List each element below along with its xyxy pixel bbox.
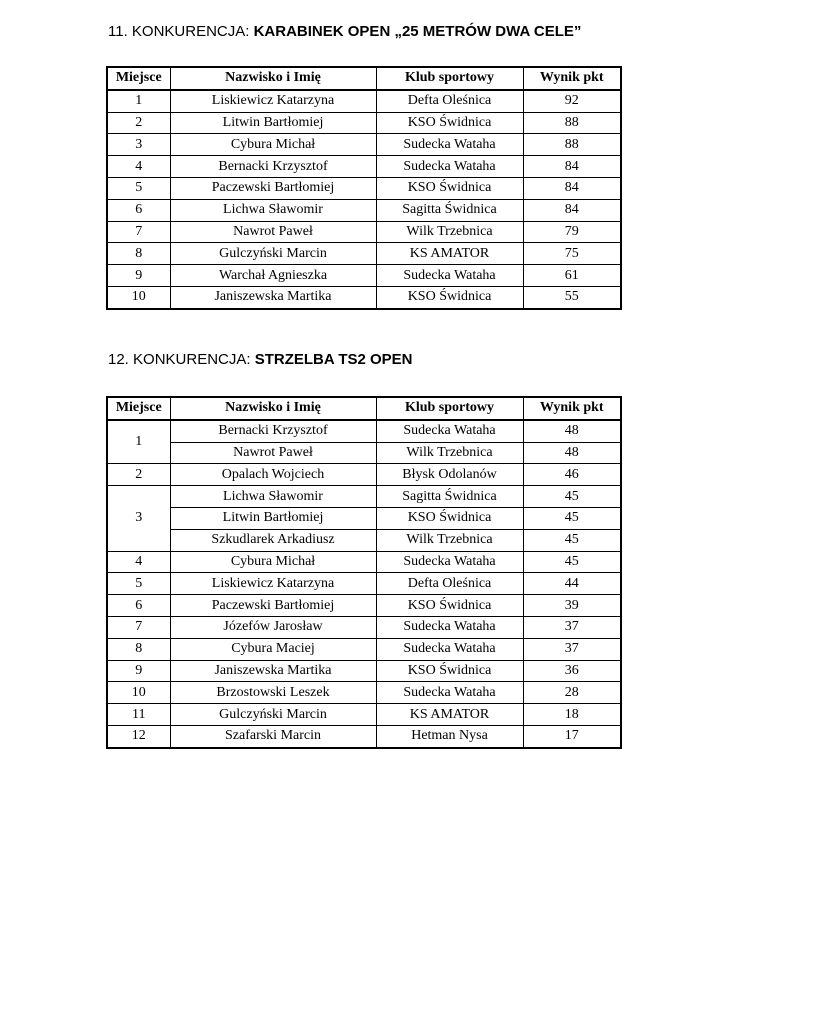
name-cell: Nawrot Paweł: [170, 221, 376, 243]
name-cell: Litwin Bartłomiej: [170, 112, 376, 134]
club-cell: KSO Świdnica: [376, 507, 523, 529]
club-cell: Sudecka Wataha: [376, 616, 523, 638]
table-row: [107, 442, 621, 464]
place-cell: 12: [107, 725, 170, 747]
score-cell: 36: [523, 660, 621, 682]
results-table-body: [107, 90, 621, 309]
table-row: [107, 112, 621, 134]
club-cell: Wilk Trzebnica: [376, 221, 523, 243]
score-cell: 39: [523, 595, 621, 617]
name-cell: Lichwa Sławomir: [170, 199, 376, 221]
name-cell: Warchał Agnieszka: [170, 265, 376, 287]
score-cell: 37: [523, 638, 621, 660]
name-cell: Paczewski Bartłomiej: [170, 595, 376, 617]
name-cell: Bernacki Krzysztof: [170, 420, 376, 442]
score-cell: 48: [523, 442, 621, 464]
table-row: [107, 243, 621, 265]
table-row: [107, 156, 621, 178]
score-cell: 18: [523, 704, 621, 726]
place-cell: 7: [107, 616, 170, 638]
score-cell: 84: [523, 177, 621, 199]
column-header-place: Miejsce: [107, 397, 170, 420]
table-row: [107, 704, 621, 726]
place-cell: 2: [107, 112, 170, 134]
place-cell: 11: [107, 704, 170, 726]
name-cell: Janiszewska Martika: [170, 660, 376, 682]
club-cell: Sudecka Wataha: [376, 156, 523, 178]
table-row: [107, 486, 621, 508]
score-cell: 45: [523, 551, 621, 573]
club-cell: Hetman Nysa: [376, 725, 523, 747]
score-cell: 88: [523, 134, 621, 156]
score-cell: 92: [523, 90, 621, 112]
name-cell: Józefów Jarosław: [170, 616, 376, 638]
place-cell: 9: [107, 660, 170, 682]
score-cell: 61: [523, 265, 621, 287]
place-cell: 5: [107, 573, 170, 595]
place-cell: 9: [107, 265, 170, 287]
column-header-score: Wynik pkt: [523, 397, 621, 420]
place-cell: 6: [107, 199, 170, 221]
name-cell: Cybura Michał: [170, 551, 376, 573]
table-row: [107, 573, 621, 595]
table-row: [107, 90, 621, 112]
section-number-label: 11. KONKURENCJA:: [108, 23, 254, 40]
section-heading-12: [108, 351, 413, 368]
table-row: [107, 616, 621, 638]
name-cell: Nawrot Paweł: [170, 442, 376, 464]
column-header-place: Miejsce: [107, 67, 170, 90]
table-row: [107, 286, 621, 308]
club-cell: KS AMATOR: [376, 704, 523, 726]
club-cell: KSO Świdnica: [376, 595, 523, 617]
table-header-row: [107, 67, 621, 90]
column-header-club: Klub sportowy: [376, 397, 523, 420]
table-row: [107, 725, 621, 747]
club-cell: Defta Oleśnica: [376, 90, 523, 112]
score-cell: 45: [523, 486, 621, 508]
score-cell: 48: [523, 420, 621, 442]
name-cell: Cybura Maciej: [170, 638, 376, 660]
place-cell: 10: [107, 286, 170, 308]
section-title: STRZELBA TS2 OPEN: [254, 351, 413, 368]
column-header-score: Wynik pkt: [523, 67, 621, 90]
name-cell: Cybura Michał: [170, 134, 376, 156]
club-cell: Sagitta Świdnica: [376, 199, 523, 221]
table-row: [107, 507, 621, 529]
table-header-row: [107, 397, 621, 420]
club-cell: KSO Świdnica: [376, 177, 523, 199]
name-cell: Gulczyński Marcin: [170, 243, 376, 265]
place-cell: 2: [107, 464, 170, 486]
column-header-name: Nazwisko i Imię: [170, 67, 376, 90]
score-cell: 37: [523, 616, 621, 638]
club-cell: KSO Świdnica: [376, 112, 523, 134]
name-cell: Opalach Wojciech: [170, 464, 376, 486]
table-row: [107, 134, 621, 156]
name-cell: Liskiewicz Katarzyna: [170, 90, 376, 112]
place-cell: 1: [107, 90, 170, 112]
place-cell: 7: [107, 221, 170, 243]
table-row: [107, 464, 621, 486]
name-cell: Liskiewicz Katarzyna: [170, 573, 376, 595]
club-cell: Wilk Trzebnica: [376, 442, 523, 464]
score-cell: 44: [523, 573, 621, 595]
club-cell: Sudecka Wataha: [376, 420, 523, 442]
column-header-name: Nazwisko i Imię: [170, 397, 376, 420]
column-header-club: Klub sportowy: [376, 67, 523, 90]
name-cell: Bernacki Krzysztof: [170, 156, 376, 178]
table-row: [107, 265, 621, 287]
club-cell: Sudecka Wataha: [376, 134, 523, 156]
place-cell: 3: [107, 486, 170, 551]
score-cell: 75: [523, 243, 621, 265]
section-number-label: 12. KONKURENCJA:: [108, 351, 255, 368]
table-row: [107, 221, 621, 243]
results-table-karabinek: [106, 66, 622, 310]
club-cell: Błysk Odolanów: [376, 464, 523, 486]
score-cell: 79: [523, 221, 621, 243]
club-cell: KSO Świdnica: [376, 660, 523, 682]
club-cell: Wilk Trzebnica: [376, 529, 523, 551]
place-cell: 4: [107, 551, 170, 573]
table-row: [107, 638, 621, 660]
table-row: [107, 660, 621, 682]
club-cell: Sudecka Wataha: [376, 265, 523, 287]
place-cell: 8: [107, 243, 170, 265]
name-cell: Lichwa Sławomir: [170, 486, 376, 508]
table-row: [107, 551, 621, 573]
score-cell: 84: [523, 156, 621, 178]
score-cell: 45: [523, 507, 621, 529]
score-cell: 17: [523, 725, 621, 747]
section-title: KARABINEK OPEN „25 METRÓW DWA CELE”: [253, 23, 582, 40]
name-cell: Szafarski Marcin: [170, 725, 376, 747]
name-cell: Gulczyński Marcin: [170, 704, 376, 726]
club-cell: KSO Świdnica: [376, 286, 523, 308]
section-heading-11: [108, 23, 581, 40]
place-cell: 8: [107, 638, 170, 660]
score-cell: 88: [523, 112, 621, 134]
name-cell: Szkudlarek Arkadiusz: [170, 529, 376, 551]
table-row: [107, 420, 621, 442]
club-cell: KS AMATOR: [376, 243, 523, 265]
club-cell: Sagitta Świdnica: [376, 486, 523, 508]
score-cell: 46: [523, 464, 621, 486]
club-cell: Sudecka Wataha: [376, 682, 523, 704]
place-cell: 10: [107, 682, 170, 704]
place-cell: 1: [107, 420, 170, 464]
results-table-body: [107, 420, 621, 748]
score-cell: 28: [523, 682, 621, 704]
place-cell: 3: [107, 134, 170, 156]
club-cell: Sudecka Wataha: [376, 551, 523, 573]
name-cell: Janiszewska Martika: [170, 286, 376, 308]
name-cell: Litwin Bartłomiej: [170, 507, 376, 529]
score-cell: 84: [523, 199, 621, 221]
table-row: [107, 199, 621, 221]
table-row: [107, 529, 621, 551]
results-table-strzelba: [106, 396, 622, 749]
place-cell: 5: [107, 177, 170, 199]
score-cell: 45: [523, 529, 621, 551]
table-row: [107, 595, 621, 617]
table-row: [107, 177, 621, 199]
name-cell: Brzostowski Leszek: [170, 682, 376, 704]
place-cell: 6: [107, 595, 170, 617]
club-cell: Defta Oleśnica: [376, 573, 523, 595]
score-cell: 55: [523, 286, 621, 308]
name-cell: Paczewski Bartłomiej: [170, 177, 376, 199]
place-cell: 4: [107, 156, 170, 178]
table-row: [107, 682, 621, 704]
club-cell: Sudecka Wataha: [376, 638, 523, 660]
